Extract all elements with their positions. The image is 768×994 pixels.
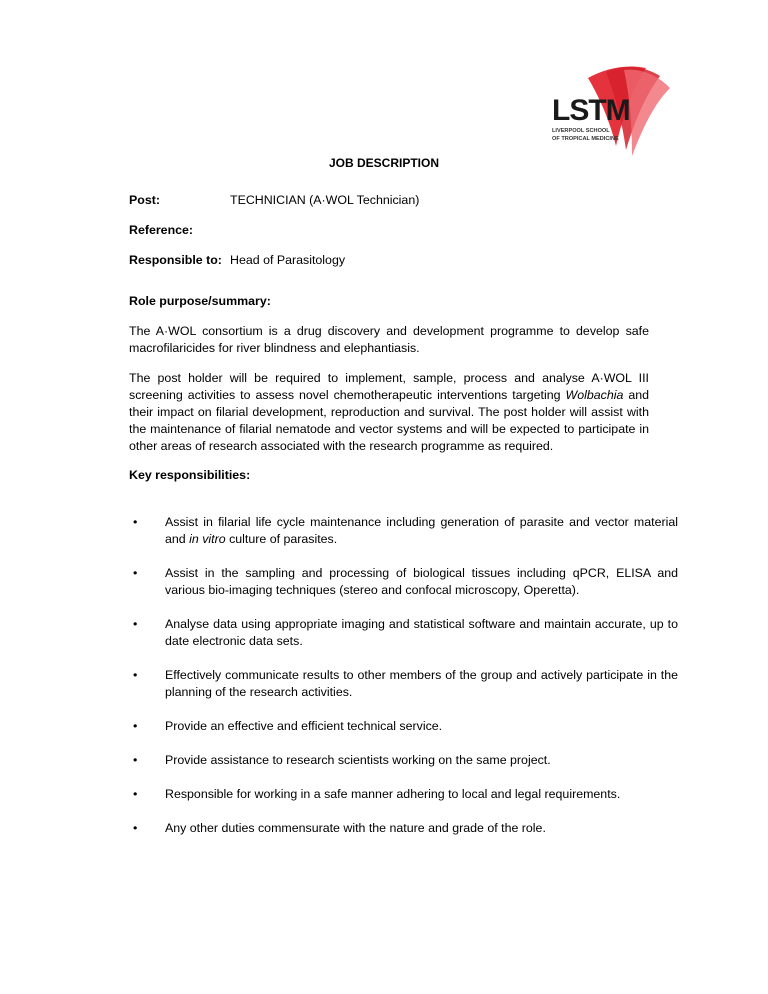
list-item-text: Provide an effective and efficient technical service. — [165, 719, 443, 733]
item1-text-a: Assist in filarial life cycle maintenance including generation of parasite and vector material and — [165, 515, 678, 546]
list-item-text: Assist in the sampling and processing of biological tissues including qPCR, ELISA and various bio-imaging techniques (stereo and confocal microscopy, Operetta). — [165, 566, 678, 597]
bullet-icon: • — [133, 753, 138, 767]
lstm-logo — [552, 62, 670, 158]
reference-label: Reference: — [129, 223, 194, 237]
logo-subtitle-line2: OF TROPICAL MEDICINE — [552, 136, 619, 143]
role-summary-paragraph-2 — [129, 370, 649, 455]
list-item-text: Any other duties commensurate with the nature and grade of the role. — [165, 821, 546, 835]
logo-subtitle-line1: LIVERPOOL SCHOOL — [552, 128, 610, 134]
bullet-icon: • — [133, 515, 138, 529]
list-item-text — [165, 514, 678, 548]
list-item-text: Analyse data using appropriate imaging and statistical software and maintain accurate, up to date electronic data sets. — [165, 617, 678, 648]
list-item-text: Provide assistance to research scientists working on the same project. — [165, 753, 551, 767]
item1-text-b: culture of parasites. — [225, 532, 338, 546]
role-summary-paragraph-1: The A·WOL consortium is a drug discovery and development programme to develop safe macrofilaricides for river blindness and elephantiasis. — [129, 324, 649, 355]
role-p2-emphasis: Wolbachia — [565, 388, 624, 402]
bullet-icon: • — [133, 617, 138, 631]
post-value: TECHNICIAN (A·WOL Technician) — [230, 193, 420, 207]
role-summary-title: Role purpose/summary: — [129, 294, 271, 308]
key-responsibilities-title: Key responsibilities: — [129, 468, 251, 482]
responsible-value: Head of Parasitology — [230, 253, 346, 267]
list-item-text: Responsible for working in a safe manner adhering to local and legal requirements. — [165, 787, 621, 801]
bullet-icon: • — [133, 787, 138, 801]
role-p2-text-a: The post holder will be required to implement, sample, process and analyse A·WOL III screening activities to assess novel chemotherapeutic interventions targeting — [129, 371, 649, 402]
item1-emphasis: in vitro — [189, 532, 226, 546]
logo-wordmark: LSTM — [552, 94, 630, 127]
bullet-icon: • — [133, 566, 138, 580]
post-label: Post: — [129, 193, 160, 207]
bullet-icon: • — [133, 668, 138, 682]
responsible-label: Responsible to: — [129, 253, 222, 267]
bullet-icon: • — [133, 719, 138, 733]
logo-text — [552, 96, 630, 143]
document-heading: JOB DESCRIPTION — [328, 156, 439, 170]
bullet-icon: • — [133, 821, 138, 835]
list-item-text: Effectively communicate results to other members of the group and actively participate in the planning of the research activities. — [165, 668, 678, 699]
role-p2-text-b: and their impact on filarial development, reproduction and survival. The post holder will assist with the maintenance of filarial nematode and vector systems and will be expected to participate in other areas of research associated with the research programme as required. — [129, 388, 650, 453]
